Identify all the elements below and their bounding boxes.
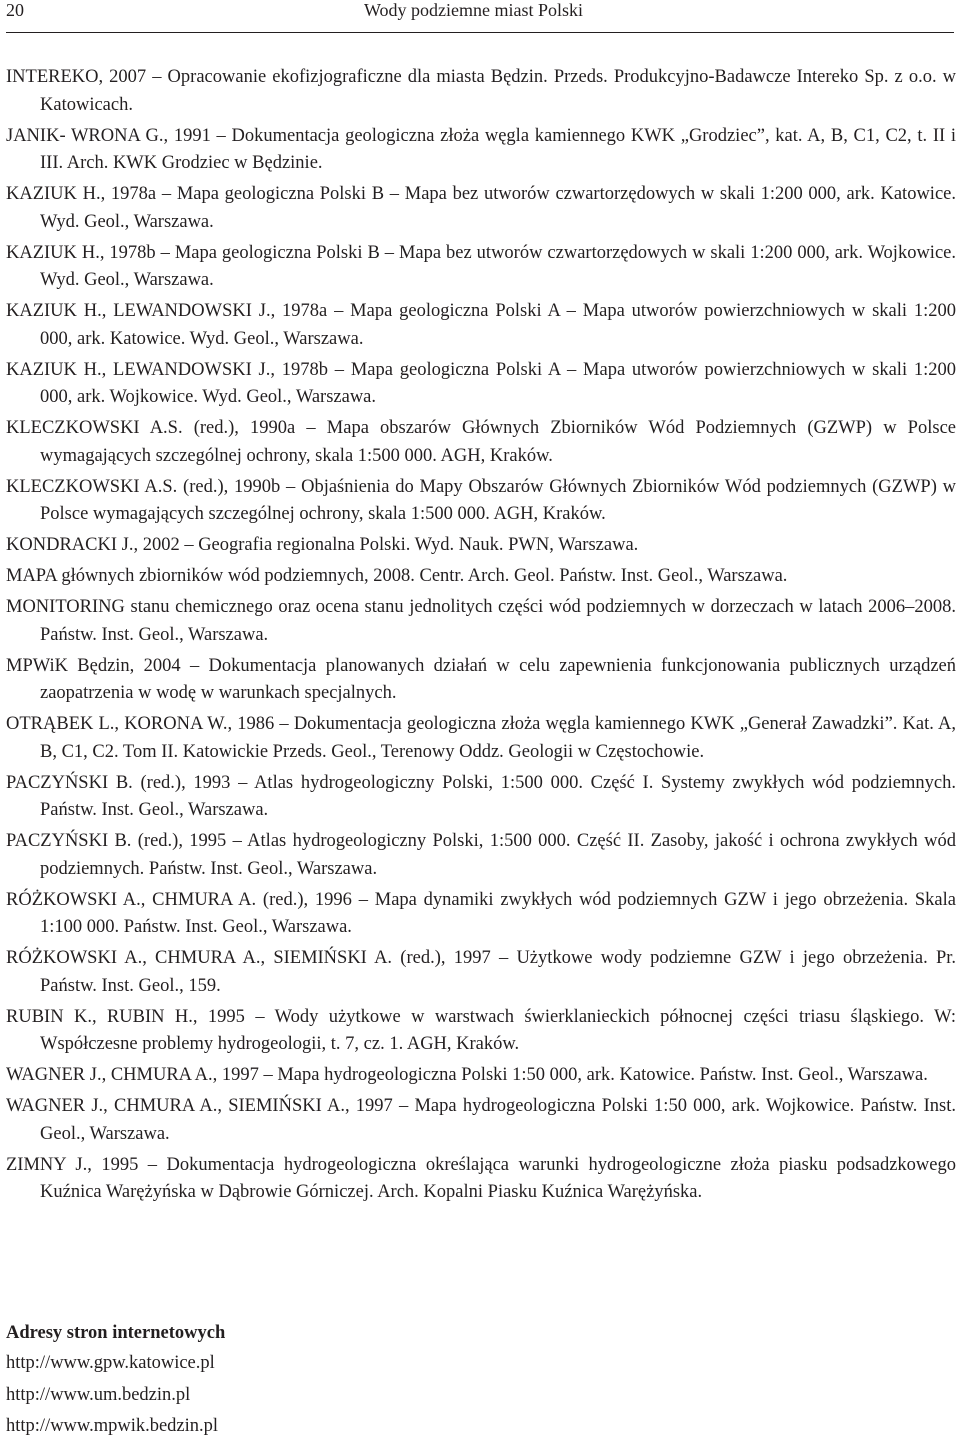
web-link-gpw[interactable]: http://www.gpw.katowice.pl	[6, 1353, 215, 1373]
page-header	[6, 0, 956, 22]
reference-list	[6, 64, 956, 1207]
header-divider	[6, 32, 954, 33]
reference-entry: PACZYŃSKI B. (red.), 1995 – Atlas hydrogeologiczny Polski, 1:500 000. Część II. Zasoby, jakość i ochrona zwykłych wód podziemnych. Państw. Inst. Geol., Warszawa.	[6, 831, 956, 879]
reference-entry: KLECZKOWSKI A.S. (red.), 1990b – Objaśnienia do Mapy Obszarów Głównych Zbiorników Wód podziemnych (GZWP) w Polsce wymagających szczególnej ochrony, skala 1:500 000. AGH, Kraków.	[6, 476, 956, 524]
reference-entry: INTEREKO, 2007 – Opracowanie ekofizjograficzne dla miasta Będzin. Przeds. Produkcyjno-Badawcze Intereko Sp. z o.o. w Katowicach.	[6, 67, 956, 115]
reference-entry: KAZIUK H., 1978a – Mapa geologiczna Polski B – Mapa bez utworów czwartorzędowych w skali 1:200 000, ark. Katowice. Wyd. Geol., Warszawa.	[6, 184, 956, 232]
web-link-um-bedzin[interactable]: http://www.um.bedzin.pl	[6, 1384, 191, 1405]
reference-entry: MONITORING stanu chemicznego oraz ocena stanu jednolitych części wód podziemnych w dorzeczach w latach 2006–2008. Państw. Inst. Geol., Warszawa.	[6, 597, 956, 645]
reference-entry: PACZYŃSKI B. (red.), 1993 – Atlas hydrogeologiczny Polski, 1:500 000. Część I. Systemy zwykłych wód podziemnych. Państw. Inst. Geol., Warszawa.	[6, 772, 956, 820]
reference-entry: ZIMNY J., 1995 – Dokumentacja hydrogeologiczna określająca warunki hydrogeologiczne złoża piasku podsadzkowego Kuźnica Warężyńska w Dąbrowie Górniczej. Arch. Kopalni Piasku Kuźnica Warężyńska.	[6, 1154, 956, 1202]
reference-entry: MAPA głównych zbiorników wód podziemnych, 2008. Centr. Arch. Geol. Państw. Inst. Geol., Warszawa.	[6, 566, 788, 586]
reference-entry: WAGNER J., CHMURA A., SIEMIŃSKI A., 1997 – Mapa hydrogeologiczna Polski 1:50 000, ark. Wojkowice. Państw. Inst. Geol., Warszawa.	[6, 1096, 956, 1144]
reference-entry: RÓŻKOWSKI A., CHMURA A. (red.), 1996 – Mapa dynamiki zwykłych wód podziemnych GZW i jego obrzeżenia. Skala 1:100 000. Państw. Inst. Geol., Warszawa.	[6, 889, 956, 937]
reference-entry: JANIK- WRONA G., 1991 – Dokumentacja geologiczna złoża węgla kamiennego KWK „Grodziec”, kat. A, B, C1, C2, t. II i III. Arch. KWK Grodziec w Będzinie.	[6, 125, 956, 173]
reference-entry: KONDRACKI J., 2002 – Geografia regionalna Polski. Wyd. Nauk. PWN, Warszawa.	[6, 535, 639, 555]
reference-entry: OTRĄBEK L., KORONA W., 1986 – Dokumentacja geologiczna złoża węgla kamiennego KWK „Generał Zawadzki”. Kat. A, B, C1, C2. Tom II. Katowickie Przeds. Geol., Terenowy Oddz. Geologii w Częstochowie.	[6, 714, 956, 762]
running-title: Wody podziemne miast Polski	[364, 0, 584, 20]
reference-entry: RÓŻKOWSKI A., CHMURA A., SIEMIŃSKI A. (red.), 1997 – Użytkowe wody podziemne GZW i jego obrzeżenia. Pr. Państw. Inst. Geol., 159.	[6, 948, 956, 996]
page-number: 20	[6, 0, 24, 20]
web-addresses-section	[6, 1318, 606, 1443]
reference-entry: KLECZKOWSKI A.S. (red.), 1990a – Mapa obszarów Głównych Zbiorników Wód Podziemnych (GZWP) w Polsce wymagających szczególnej ochrony, skala 1:500 000. AGH, Kraków.	[6, 418, 956, 466]
web-link-mpwik-bedzin[interactable]: http://www.mpwik.bedzin.pl	[6, 1416, 219, 1436]
reference-entry: WAGNER J., CHMURA A., 1997 – Mapa hydrogeologiczna Polski 1:50 000, ark. Katowice. Państw. Inst. Geol., Warszawa.	[6, 1065, 928, 1085]
reference-entry: KAZIUK H., LEWANDOWSKI J., 1978b – Mapa geologiczna Polski A – Mapa utworów powierzchniowych w skali 1:200 000, ark. Wojkowice. Wyd. Geol., Warszawa.	[6, 359, 956, 407]
reference-entry: RUBIN K., RUBIN H., 1995 – Wody użytkowe w warstwach świerklanieckich północnej części triasu śląskiego. W: Współczesne problemy hydrogeologii, t. 7, cz. 1. AGH, Kraków.	[6, 1006, 956, 1054]
reference-entry: KAZIUK H., 1978b – Mapa geologiczna Polski B – Mapa bez utworów czwartorzędowych w skali 1:200 000, ark. Wojkowice. Wyd. Geol., Warszawa.	[6, 242, 956, 290]
reference-entry: MPWiK Będzin, 2004 – Dokumentacja planowanych działań w celu zapewnienia funkcjonowania publicznych urządzeń zaopatrzenia w wodę w warunkach specjalnych.	[6, 655, 956, 703]
reference-entry: KAZIUK H., LEWANDOWSKI J., 1978a – Mapa geologiczna Polski A – Mapa utworów powierzchniowych w skali 1:200 000, ark. Katowice. Wyd. Geol., Warszawa.	[6, 301, 956, 349]
web-addresses-heading: Adresy stron internetowych	[6, 1323, 226, 1343]
